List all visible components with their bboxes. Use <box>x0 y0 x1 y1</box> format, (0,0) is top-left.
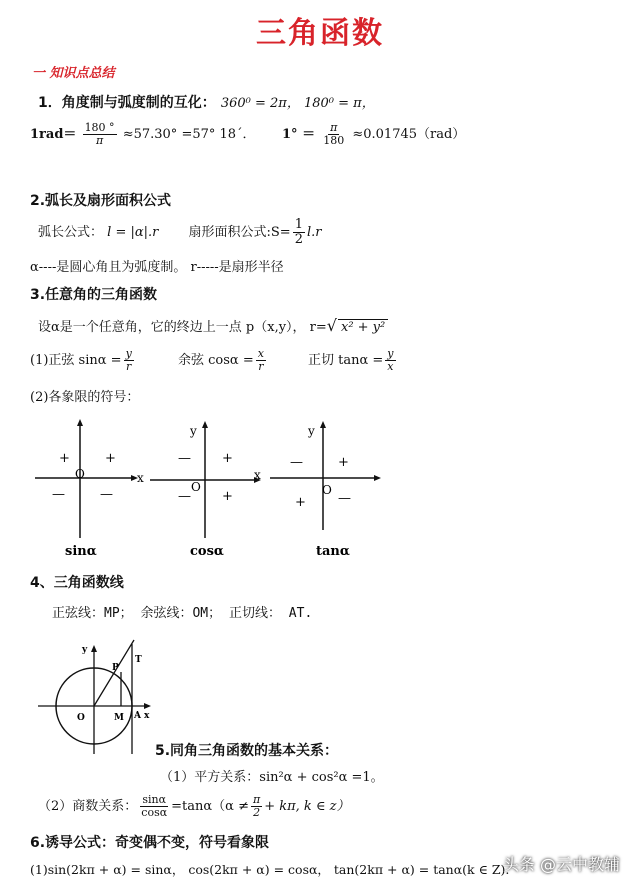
deg-lhs: 1° ＝ <box>282 127 316 142</box>
cos-q2-sign: — <box>178 451 191 466</box>
s6-heading: 6.诱导公式：奇变偶不变，符号看象限 <box>30 835 270 851</box>
label-P: P <box>112 663 119 673</box>
watermark: 头条 @云中教辅 <box>502 855 620 874</box>
label-M: M <box>114 713 124 723</box>
s2-note: α----是圆心角且为弧度制。 r-----是扇形半径 <box>30 260 284 275</box>
sector-label: 扇形面积公式:S= <box>188 225 291 240</box>
tan-q3-sign: + <box>295 495 306 510</box>
label-T: T <box>135 655 142 665</box>
caption-cos: cosα <box>190 544 224 559</box>
tan-q1-sign: + <box>338 455 349 470</box>
section-heading: 一 知识点总结 <box>32 66 115 81</box>
tan-quadrant-diagram <box>270 421 381 530</box>
trig-lines-text: 正弦线：MP； 余弦线：OM； 正切线： AT. <box>52 606 313 621</box>
rad-fraction: $\frac{180 ^\circ}{\pi}$ <box>84 121 115 147</box>
sector-fraction: $\frac{1}{2}$ <box>294 217 303 247</box>
arc-formula-line <box>38 218 321 247</box>
caption-tan: tanα <box>316 544 350 559</box>
sin-fraction: $\frac{y}{r}$ <box>125 347 132 373</box>
label-O: O <box>77 713 85 723</box>
sector-tail: l.r <box>306 225 322 240</box>
cos-q3-sign: — <box>178 489 191 504</box>
s3-heading: 3.任意角的三角函数 <box>30 287 158 303</box>
sin-origin: O <box>75 467 85 481</box>
tan-def: 正切 tanα = $\frac{y}{x}$ <box>308 347 394 373</box>
tan-y-label: y <box>308 424 315 438</box>
s1-heading: 1．角度制与弧度制的互化： <box>38 95 216 111</box>
quadrant-diagrams <box>0 410 640 570</box>
cos-fraction: $\frac{x}{r}$ <box>257 347 264 373</box>
cos-x-label: x <box>254 468 261 482</box>
sqrt-content: x² + y² <box>338 319 388 335</box>
tan-fraction: $\frac{y}{x}$ <box>387 347 394 373</box>
s1-relation: 360⁰ = 2π， 180⁰ = π， <box>220 96 375 111</box>
cos-quadrant-diagram <box>150 421 261 538</box>
cos-origin: O <box>191 480 201 494</box>
s3-intro: 设α是一个任意角，它的终边上一点 p（x,y）， r=√ x² + y² <box>38 316 388 335</box>
cos-q4-sign: + <box>222 489 233 504</box>
deg-rhs: ≈0.01745（rad） <box>352 127 466 142</box>
sin-def: (1)正弦 sinα = $\frac{y}{r}$ <box>30 347 132 373</box>
label-y: y <box>82 645 88 655</box>
square-relation: （1）平方关系：sin²α + cos²α =1。 <box>160 770 384 785</box>
arc-formula: l = |α|.r <box>107 225 159 240</box>
sin-quadrant-diagram <box>35 419 144 538</box>
tan-q2-sign: — <box>290 455 303 470</box>
page-title: 三角函数 <box>256 16 384 51</box>
label-A: A <box>134 711 141 721</box>
tan-q4-sign: — <box>338 491 351 506</box>
sin-q1-sign: + <box>105 451 116 466</box>
terminal-side <box>94 640 134 706</box>
tan-origin: O <box>322 483 332 497</box>
cos-y-label: y <box>190 424 197 438</box>
deg-formula <box>282 122 465 147</box>
cos-q1-sign: + <box>222 451 233 466</box>
sin-q4-sign: — <box>100 487 113 502</box>
rad-rhs: ≈57.30° =57° 18ˊ． <box>122 127 256 142</box>
s4-heading: 4、三角函数线 <box>30 575 124 591</box>
cos-def: 余弦 cosα = $\frac{x}{r}$ <box>178 347 264 373</box>
s6-formula: (1)sin(2kπ + α) = sinα， cos(2kπ + α) = cosα， tan(2kπ + α) = tanα(k ∈ Z). <box>30 862 510 877</box>
deg-fraction: $\frac{\pi}{180}$ <box>323 121 345 147</box>
rad-formula <box>30 122 256 147</box>
quotient-relation: （2）商数关系： $\frac{\sin\alpha}{\cos\alpha}$ =tanα（α ≠ $\frac{\pi}{2}$ + kπ, k ∈ z） <box>38 793 350 819</box>
sin-x-label: x <box>137 471 144 485</box>
s2-heading: 2.弧长及扇形面积公式 <box>30 193 172 209</box>
sin-q3-sign: — <box>52 487 65 502</box>
sin-q2-sign: + <box>59 451 70 466</box>
caption-sin: sinα <box>65 544 97 559</box>
quotient-fraction: $\frac{\sin\alpha}{\cos\alpha}$ <box>141 793 168 819</box>
arc-label: 弧长公式： <box>38 225 104 240</box>
s5-heading: 5.同角三角函数的基本关系： <box>155 743 339 759</box>
rad-lhs: 1rad＝ <box>30 127 77 142</box>
s1-line <box>38 92 375 112</box>
unit-circle-diagram <box>30 630 160 758</box>
signs-label: (2)各象限的符号： <box>30 390 140 405</box>
label-x: x <box>144 711 150 721</box>
pi-half-fraction: $\frac{\pi}{2}$ <box>252 793 261 819</box>
